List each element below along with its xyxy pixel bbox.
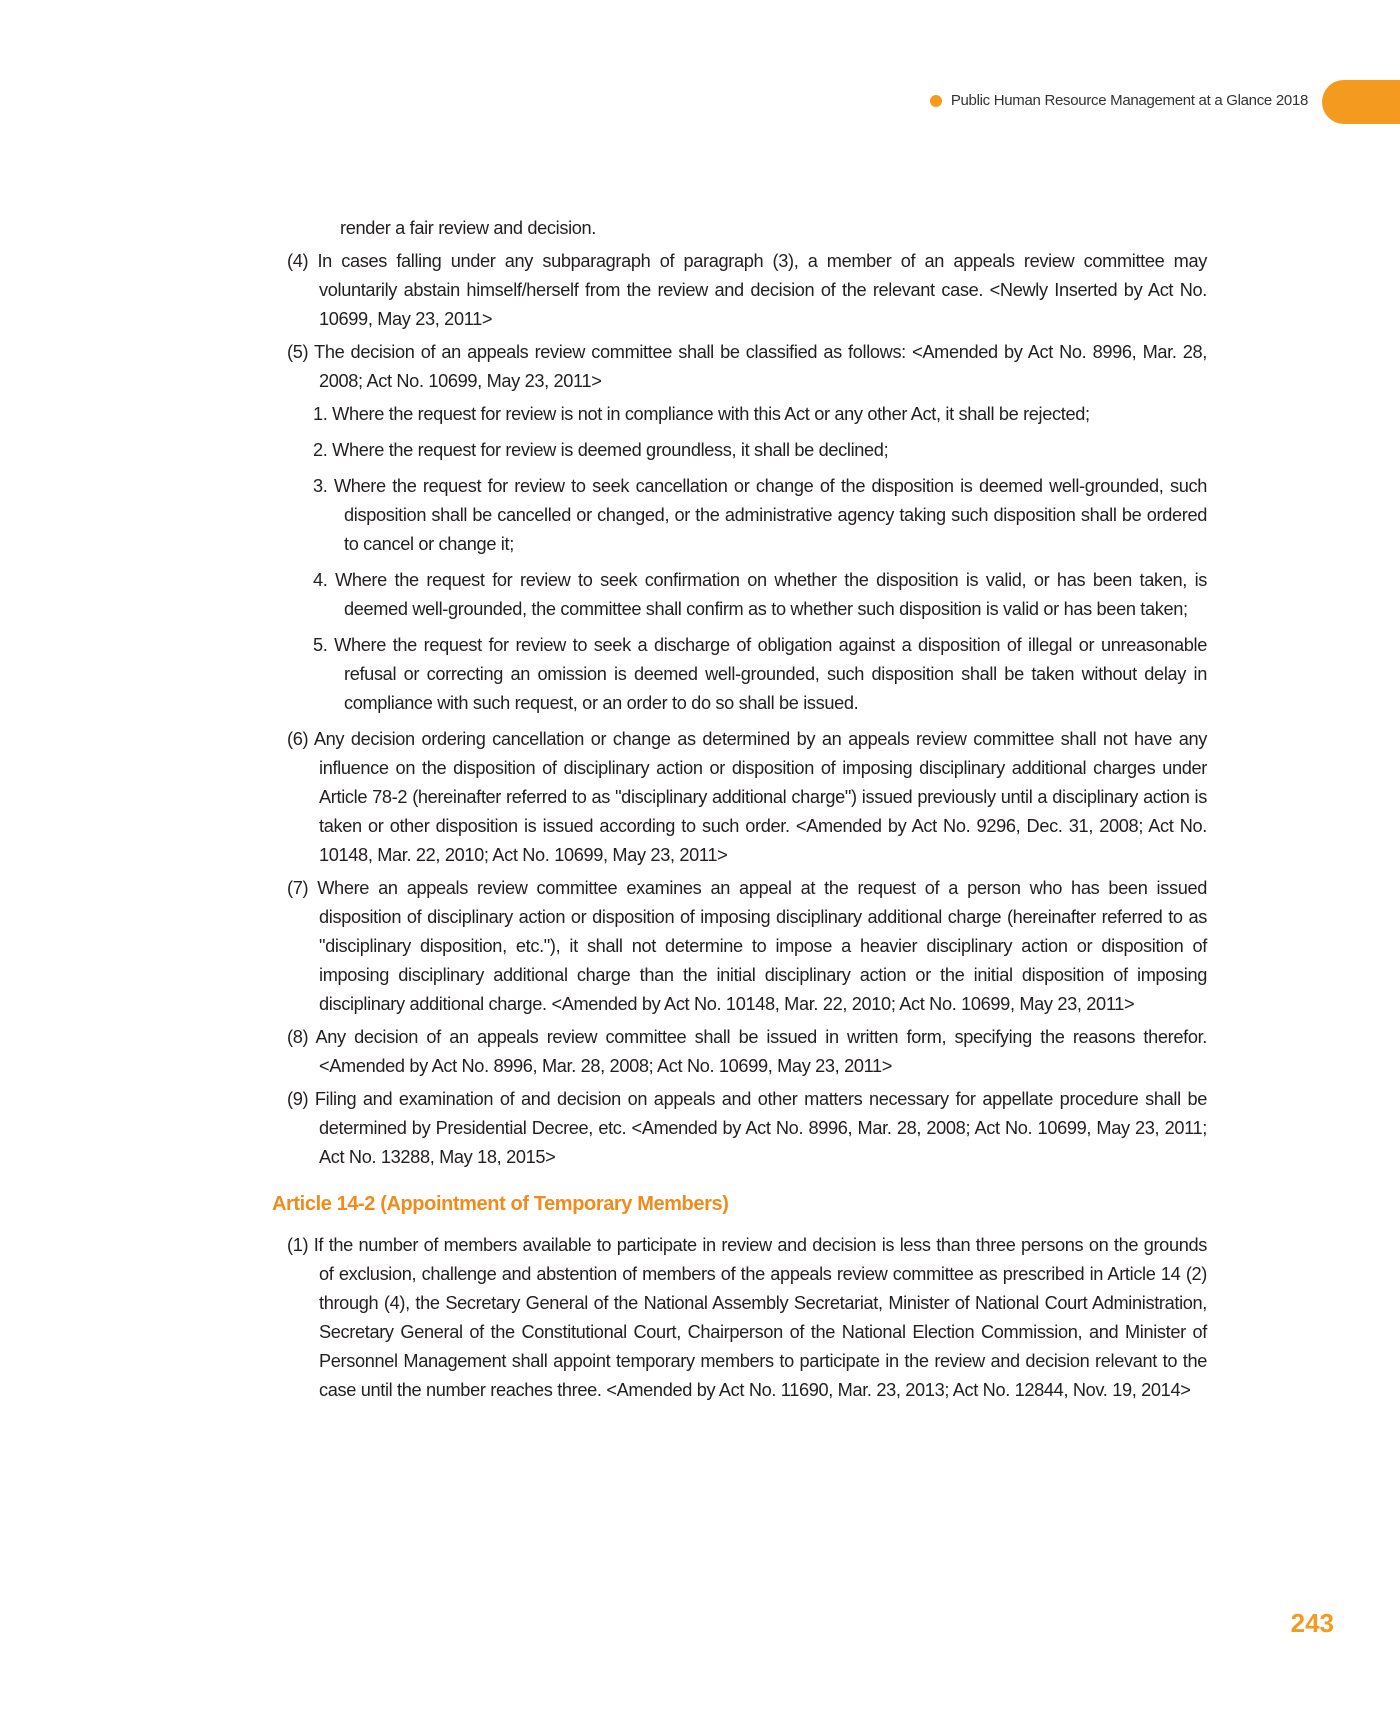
bullet-dot-icon: [930, 95, 942, 107]
list-item: 3. Where the request for review to seek cancellation or change of the disposition is deemed well-grounded, such disposition shall be cancelled or changed, or the administrative agency taking such disposition shall be ordered to cancel or change it;: [313, 476, 1207, 554]
paragraph-6: (6) Any decision ordering cancellation or change as determined by an appeals review committee shall not have any influence on the disposition of disciplinary action or disposition of imposing disciplinary additional charges under Article 78-2 (hereinafter referred to as "disciplinary additional charge") issued previously until a disciplinary action is taken or other disposition is issued according to such order. <Amended by Act No. 9296, Dec. 31, 2008; Act No. 10148, Mar. 22, 2010; Act No. 10699, May 23, 2011>: [287, 729, 1207, 865]
paragraph-4: (4) In cases falling under any subparagraph of paragraph (3), a member of an appeals review committee may voluntarily abstain himself/herself from the review and decision of the relevant case. <Newly Inserted by Act No. 10699, May 23, 2011>: [287, 251, 1207, 329]
running-header: [930, 92, 1308, 109]
continuation-text: render a fair review and decision.: [340, 218, 597, 238]
paragraph-8: (8) Any decision of an appeals review committee shall be issued in written form, specifying the reasons therefor. <Amended by Act No. 8996, Mar. 28, 2008; Act No. 10699, May 23, 2011>: [287, 1027, 1207, 1076]
item-list: [313, 400, 1207, 718]
chapter-tab: [1322, 80, 1400, 124]
list-item: 4. Where the request for review to seek confirmation on whether the disposition is valid, or has been taken, is deemed well-grounded, the committee shall confirm as to whether such disposition is valid or has been taken;: [313, 570, 1207, 619]
article-14-2-paragraph-1: (1) If the number of members available to participate in review and decision is less than three persons on the grounds of exclusion, challenge and abstention of members of the appeals review committee as prescribed in Article 14 (2) through (4), the Secretary General of the National Assembly Secretariat, Minister of National Court Administration, Secretary General of the Constitutional Court, Chairperson of the National Election Commission, and Minister of Personnel Management shall appoint temporary members to participate in the review and decision relevant to the case until the number reaches three. <Amended by Act No. 11690, Mar. 23, 2013; Act No. 12844, Nov. 19, 2014>: [287, 1235, 1207, 1400]
page-body: [272, 214, 1207, 1409]
page-number: 243: [1290, 1608, 1334, 1638]
article-heading: Article 14-2 (Appointment of Temporary Members): [272, 1193, 729, 1215]
paragraph-5: (5) The decision of an appeals review committee shall be classified as follows: <Amended by Act No. 8996, Mar. 28, 2008; Act No. 10699, May 23, 2011>: [287, 342, 1207, 391]
paragraph-9: (9) Filing and examination of and decision on appeals and other matters necessary for appellate procedure shall be determined by Presidential Decree, etc. <Amended by Act No. 8996, Mar. 28, 2008; Act No. 10699, May 23, 2011; Act No. 13288, May 18, 2015>: [287, 1089, 1207, 1167]
running-title: Public Human Resource Management at a Glance 2018: [950, 92, 1308, 109]
list-item: 2. Where the request for review is deemed groundless, it shall be declined;: [313, 440, 889, 460]
list-item: 5. Where the request for review to seek a discharge of obligation against a disposition of illegal or unreasonable refusal or correcting an omission is deemed well-grounded, such disposition shall be taken without delay in compliance with such request, or an order to do so shall be issued.: [313, 635, 1207, 713]
list-item: 1. Where the request for review is not in compliance with this Act or any other Act, it shall be rejected;: [313, 404, 1090, 424]
paragraph-7: (7) Where an appeals review committee examines an appeal at the request of a person who has been issued disposition of disciplinary action or disposition of imposing disciplinary additional charge (hereinafter referred to as "disciplinary disposition, etc."), it shall not determine to impose a heavier disciplinary action or disposition of imposing disciplinary additional charge than the initial disciplinary action or the initial disposition of imposing disciplinary additional charge. <Amended by Act No. 10148, Mar. 22, 2010; Act No. 10699, May 23, 2011>: [287, 878, 1207, 1014]
